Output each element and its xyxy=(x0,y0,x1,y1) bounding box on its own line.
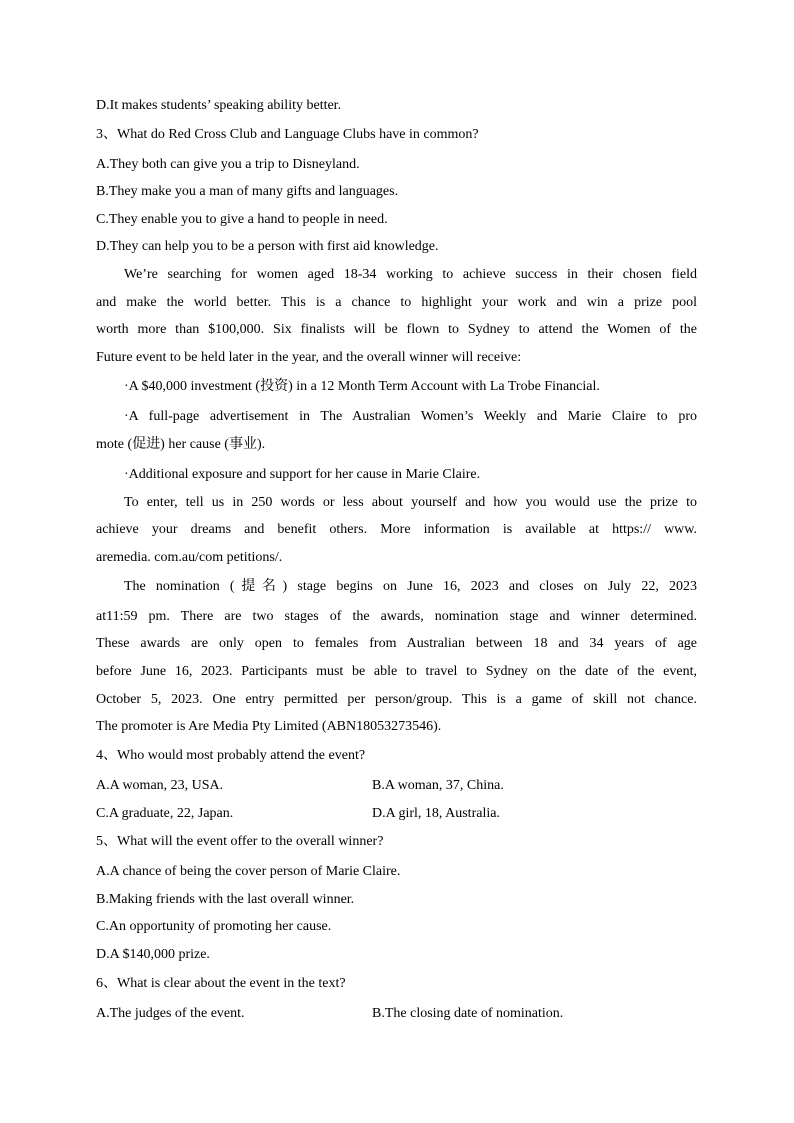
q2-option-d: D.It makes students’ speaking ability better. xyxy=(96,98,342,113)
passage-p1-line: worth more than $100,000. Six finalists will be flown to Sydney to attend the Women of the xyxy=(96,322,697,337)
q3-option-b: B.They make you a man of many gifts and languages. xyxy=(96,184,399,199)
passage-p2-line: aremedia. com.au/com petitions/. xyxy=(96,550,283,565)
q4-option-d: D.A girl, 18, Australia. xyxy=(372,806,500,821)
q5-option-b: B.Making friends with the last overall winner. xyxy=(96,892,355,907)
q4-option-b: B.A woman, 37, China. xyxy=(372,778,504,793)
q4-option-c: C.A graduate, 22, Japan. xyxy=(96,806,234,821)
q3-option-c: C.They enable you to give a hand to people in need. xyxy=(96,212,388,227)
q3-question: 3、What do Red Cross Club and Language Clubs have in common? xyxy=(96,127,479,142)
passage-p1-line: Future event to be held later in the year, and the overall winner will receive: xyxy=(96,350,522,365)
q6-question: 6、What is clear about the event in the text? xyxy=(96,976,346,991)
q6-option-a: A.The judges of the event. xyxy=(96,1006,245,1021)
q5-option-c: C.An opportunity of promoting her cause. xyxy=(96,919,332,934)
q5-option-d: D.A $140,000 prize. xyxy=(96,947,210,962)
q5-question: 5、What will the event offer to the overall winner? xyxy=(96,834,384,849)
bullet-advertisement-line: ·A full-page advertisement in The Australian Women’s Weekly and Marie Claire to pro xyxy=(124,409,697,424)
passage-p2-line: achieve your dreams and benefit others. More information is available at https:// www. xyxy=(96,522,697,537)
passage-p3-line: at11:59 pm. There are two stages of the awards, nomination stage and winner determined. xyxy=(96,609,697,624)
q3-option-a: A.They both can give you a trip to Disneyland. xyxy=(96,157,360,172)
q4-question: 4、Who would most probably attend the event? xyxy=(96,748,366,763)
bullet-investment: ·A $40,000 investment (投资) in a 12 Month Term Account with La Trobe Financial. xyxy=(124,379,600,394)
q4-option-a: A.A woman, 23, USA. xyxy=(96,778,224,793)
q5-option-a: A.A chance of being the cover person of Marie Claire. xyxy=(96,864,401,879)
passage-p3-line: The promoter is Are Media Pty Limited (ABN18053273546). xyxy=(96,719,442,734)
passage-p3-line: October 5, 2023. One entry permitted per person/group. This is a game of skill not chance. xyxy=(96,692,697,707)
passage-p3-line: The nomination (提名) stage begins on June 16, 2023 and closes on July 22, 2023 xyxy=(124,579,697,594)
passage-p3-line: before June 16, 2023. Participants must be able to travel to Sydney on the date of the event, xyxy=(96,664,697,679)
q3-option-d: D.They can help you to be a person with first aid knowledge. xyxy=(96,239,439,254)
passage-p1-line: We’re searching for women aged 18-34 working to achieve success in their chosen field xyxy=(124,267,697,282)
passage-p2-line: To enter, tell us in 250 words or less about yourself and how you would use the prize to xyxy=(124,495,697,510)
bullet-advertisement-line: mote (促进) her cause (事业). xyxy=(96,437,266,452)
q6-option-b: B.The closing date of nomination. xyxy=(372,1006,564,1021)
passage-p3-line: These awards are only open to females from Australian between 18 and 34 years of age xyxy=(96,636,697,651)
bullet-exposure: ·Additional exposure and support for her cause in Marie Claire. xyxy=(124,467,481,482)
passage-p1-line: and make the world better. This is a chance to highlight your work and win a prize pool xyxy=(96,295,697,310)
